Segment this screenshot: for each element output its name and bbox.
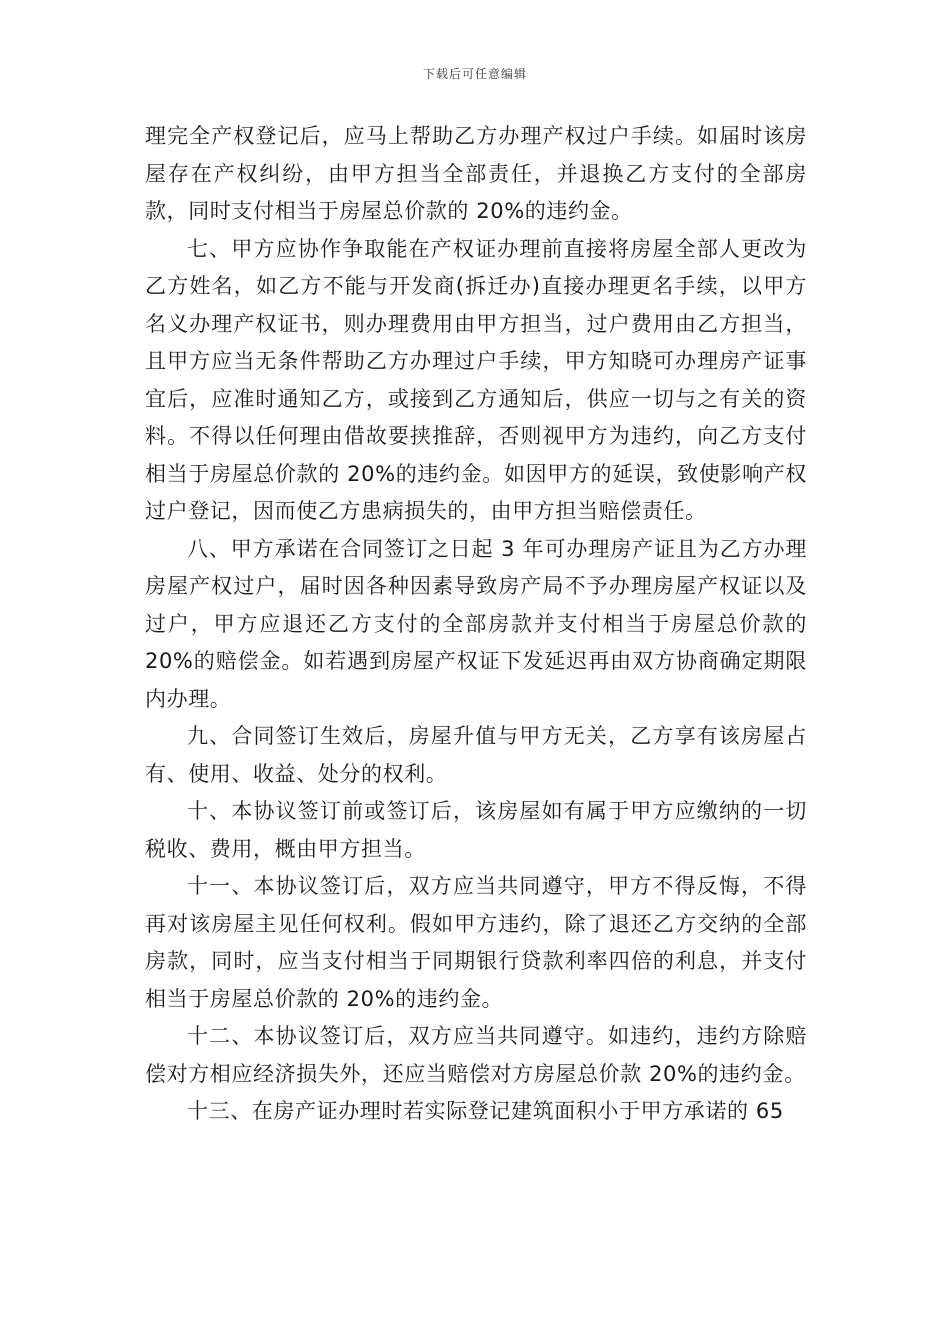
document-body xyxy=(145,118,807,1131)
paragraph-clause-10: 十、本协议签订前或签订后，该房屋如有属于甲方应缴纳的一切税收、费用，概由甲方担当。 xyxy=(145,799,807,861)
paragraph-clause-7: 七、甲方应协作争取能在产权证办理前直接将房屋全部人更改为乙方姓名，如乙方不能与开发商(拆迁办)直接办理更名手续，以甲方名义办理产权证书，则办理费用由甲方担当，过户费用由乙方担当，且甲方应当无条件帮助乙方办理过户手续，甲方知晓可办理房产证事 宜后，应准时通知乙方，或接到乙方通知后，供应一切与之有关的资料。不得以任何理由借故要挟推辞，否则视甲方为违约，向乙方支付相当于房屋总价款的 20%的违约金。如因甲方的延误，致使影响产权过户登记，因而使乙方患病损失的，由甲方担当赔偿责任。 xyxy=(145,236,807,523)
paragraph-clause-11: 十一、本协议签订后，双方应当共同遵守，甲方不得反悔，不得再对该房屋主见任何权利。假如甲方违约，除了退还乙方交纳的全部房款，同时，应当支付相当于同期银行贷款利率四倍的利息，并支付相当于房屋总价款的 20%的违约金。 xyxy=(145,874,807,1011)
paragraph-continuation: 理完全产权登记后，应马上帮助乙方办理产权过户手续。如届时该房屋存在产权纠纷，由甲方担当全部责任，并退换乙方支付的全部房款，同时支付相当于房屋总价款的 20%的违约金。 xyxy=(145,124,807,223)
paragraph-clause-9: 九、合同签订生效后，房屋升值与甲方无关，乙方享有该房屋占有、使用、收益、处分的权利。 xyxy=(145,724,807,786)
page-header: 下载后可任意编辑 xyxy=(422,67,527,81)
paragraph-clause-8: 八、甲方承诺在合同签订之日起 3 年可办理房产证且为乙方办理房屋产权过户，届时因各种因素导致房产局不予办理房屋产权证以及过户，甲方应退还乙方支付的全部房款并支付相当于房屋总价款的 20%的赔偿金。如若遇到房屋产权证下发延迟再由双方协商确定期限内办理。 xyxy=(145,536,807,711)
paragraph-clause-13: 十三、在房产证办理时若实际登记建筑面积小于甲方承诺的 65 xyxy=(187,1099,784,1123)
paragraph-clause-12: 十二、本协议签订后，双方应当共同遵守。如违约，违约方除赔偿对方相应经济损失外，还应当赔偿对方房屋总价款 20%的违约金。 xyxy=(145,1024,807,1086)
